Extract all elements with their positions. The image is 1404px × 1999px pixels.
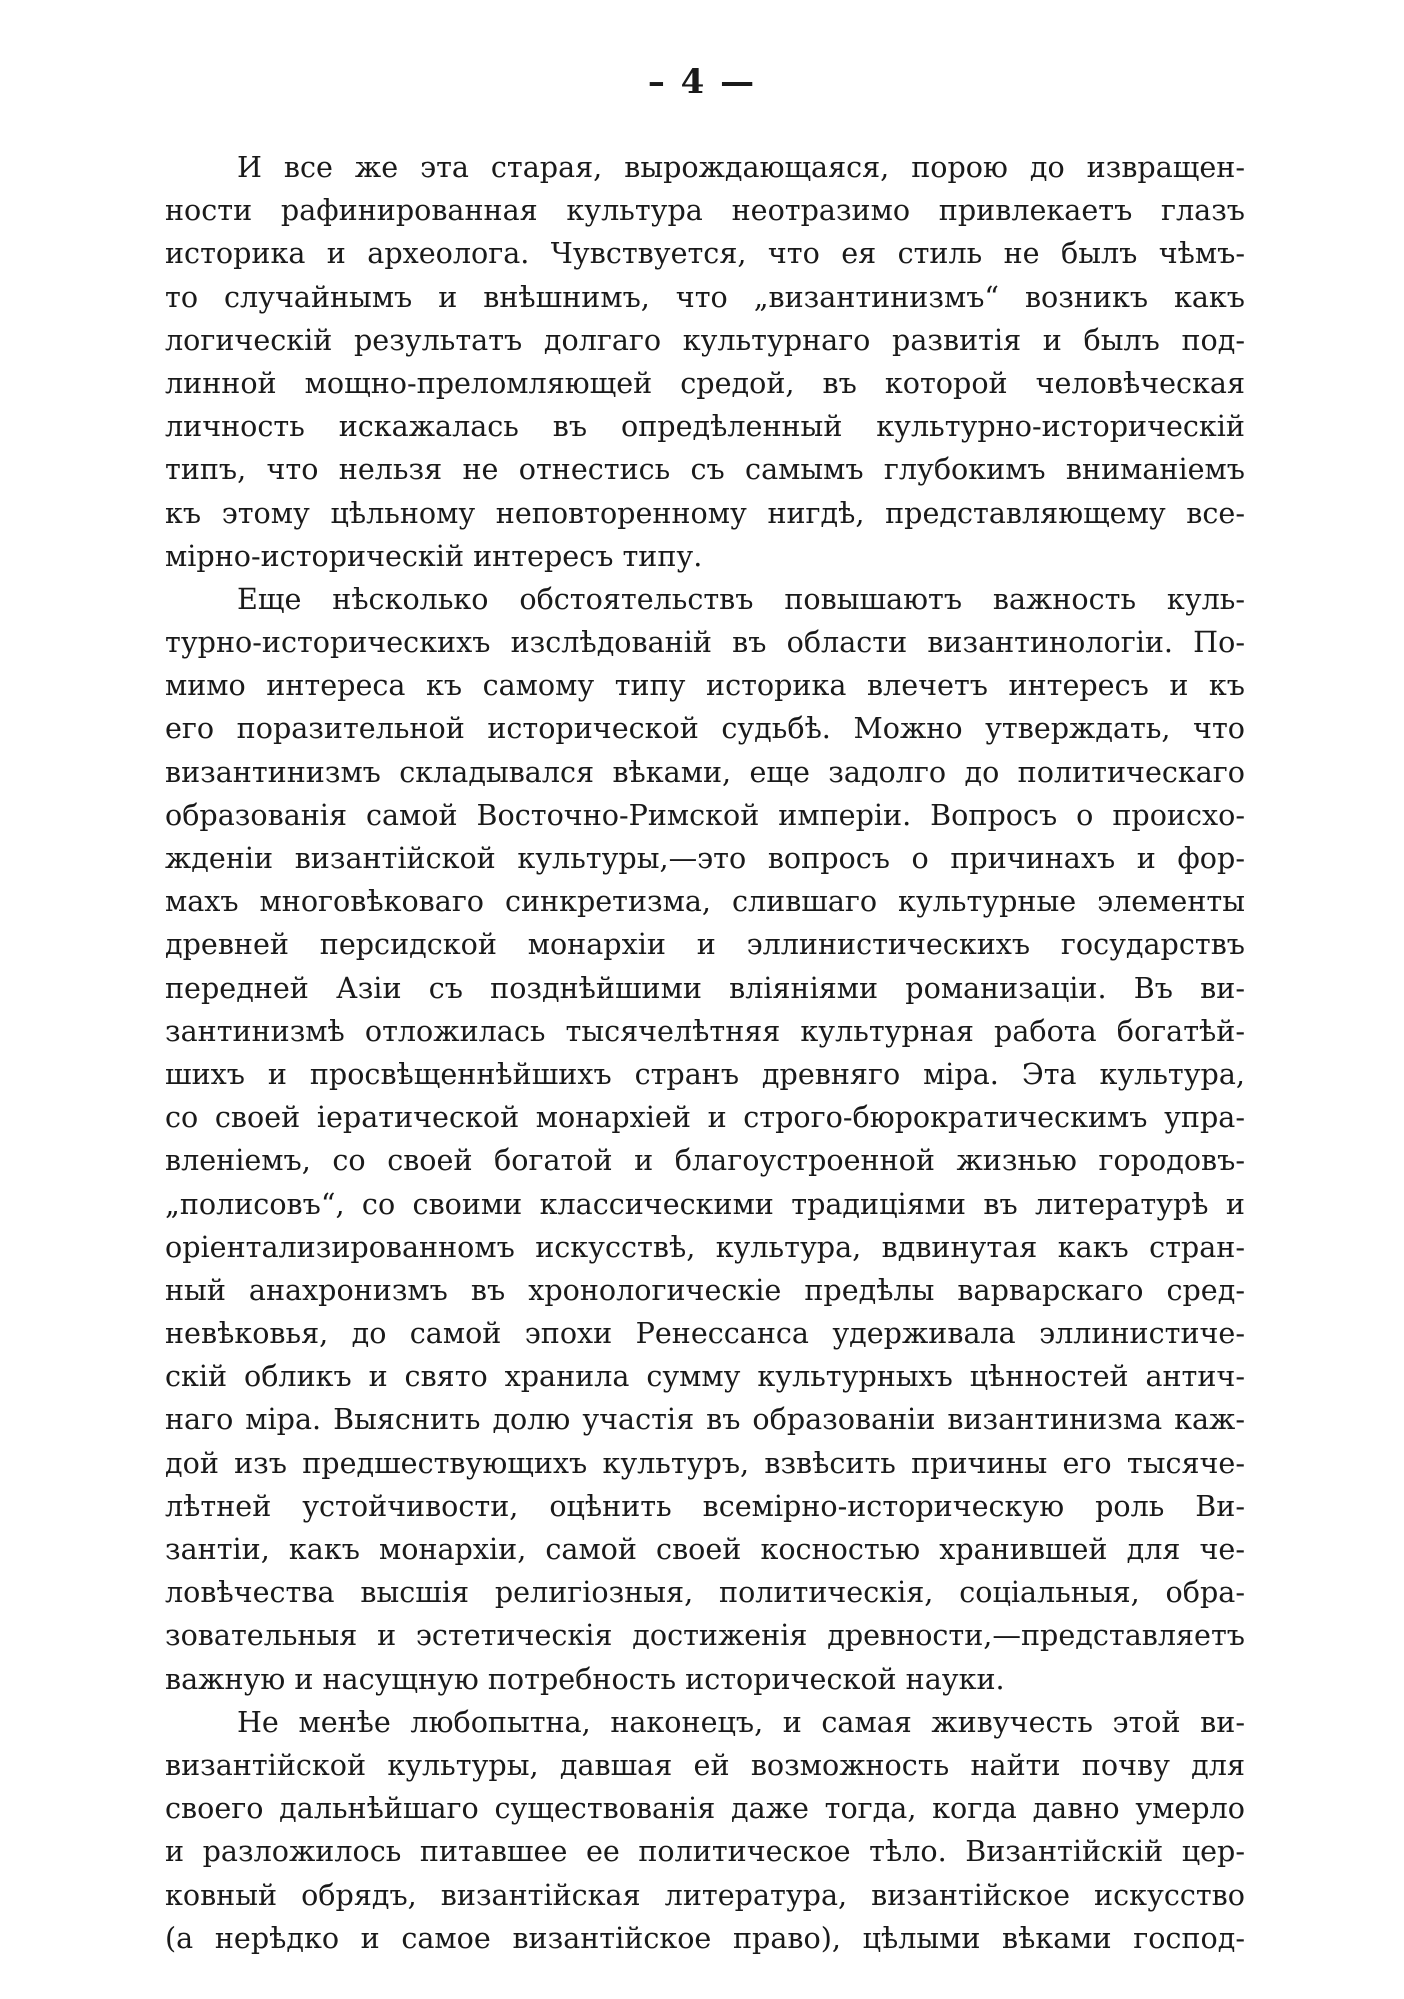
text-line: ности рафинированная культура неотразимо привлекаетъ глазъ xyxy=(165,193,1245,228)
text-line: личность искажалась въ опредѣленный культурно-историческій xyxy=(165,409,1245,444)
text-line: мірно-историческій интересъ типу. xyxy=(165,538,703,573)
text-line: линной мощно-преломляющей средой, въ которой человѣческая xyxy=(165,365,1245,400)
text-line: зовательныя и эстетическія достиженія древности,—представляетъ xyxy=(165,1618,1245,1653)
text-line: Не менѣе любопытна, наконецъ, и самая живучесть этой ви- xyxy=(237,1704,1245,1739)
paragraph-3 xyxy=(165,1701,1245,1960)
text-line: Еще нѣсколько обстоятельствъ повышаютъ важность куль- xyxy=(237,581,1245,616)
text-line: древней персидской монархіи и эллинистическихъ государствъ xyxy=(165,927,1245,962)
text-line: скій обликъ и свято хранила сумму культурныхъ цѣнностей антич- xyxy=(165,1359,1245,1394)
text-line: (а нерѣдко и самое византійское право), цѣлыми вѣками господ- xyxy=(165,1920,1245,1955)
text-line: И все же эта старая, вырождающаяся, порою до извращен- xyxy=(237,150,1245,184)
text-line: шихъ и просвѣщеннѣйшихъ странъ древняго міра. Эта культура, xyxy=(165,1056,1245,1091)
text-line: важную и насущную потребность исторической науки. xyxy=(165,1661,1005,1696)
text-line: его поразительной исторической судьбѣ. Можно утверждать, что xyxy=(165,711,1245,746)
page-number: – 4 — xyxy=(647,62,757,102)
text-line: лѣтней устойчивости, оцѣнить всемірно-историческую роль Ви- xyxy=(165,1488,1245,1523)
paragraph-1 xyxy=(165,146,1245,578)
text-line: мимо интереса къ самому типу историка влечетъ интересъ и къ xyxy=(165,668,1245,703)
text-line: турно-историческихъ изслѣдованій въ области византинологіи. По- xyxy=(165,625,1245,660)
text-line: то случайнымъ и внѣшнимъ, что „византинизмъ“ возникъ какъ xyxy=(165,279,1245,314)
text-line: ловѣчества высшія религіозныя, политическія, соціальныя, обра- xyxy=(165,1575,1245,1610)
text-line: вленіемъ, со своей богатой и благоустроенной жизнью городовъ- xyxy=(165,1143,1245,1178)
text-line: историка и археолога. Чувствуется, что ея стиль не былъ чѣмъ- xyxy=(165,236,1245,271)
text-line: типъ, что нельзя не отнестись съ самымъ глубокимъ вниманіемъ xyxy=(165,452,1245,487)
text-line: жденіи византійской культуры,—это вопросъ о причинахъ и фор- xyxy=(165,841,1245,875)
text-line: и разложилось питавшее ее политическое тѣло. Византійскій цер- xyxy=(165,1834,1245,1869)
text-line: махъ многовѣковаго синкретизма, слившаго культурные элементы xyxy=(165,884,1245,919)
text-line: ковный обрядъ, византійская литература, византійское искусство xyxy=(165,1877,1245,1912)
text-line: невѣковья, до самой эпохи Ренессанса удерживала эллинистиче- xyxy=(165,1316,1245,1351)
text-line: наго міра. Выяснить долю участія въ образованіи византинизма каж- xyxy=(165,1402,1245,1437)
text-line: къ этому цѣльному неповторенному нигдѣ, представляющему все- xyxy=(165,495,1245,530)
text-line: ный анахронизмъ въ хронологическіе предѣлы варварскаго сред- xyxy=(165,1272,1245,1307)
text-line: византинизмъ складывался вѣками, еще задолго до политическаго xyxy=(165,754,1245,789)
body-text xyxy=(165,146,1245,1960)
text-line: образованія самой Восточно-Римской имперіи. Вопросъ о происхо- xyxy=(165,797,1245,832)
text-line: византійской культуры, давшая ей возможность найти почву для xyxy=(165,1747,1245,1782)
text-line: своего дальнѣйшаго существованія даже тогда, когда давно умерло xyxy=(165,1791,1245,1826)
text-line: зантіи, какъ монархіи, самой своей косностью хранившей для че- xyxy=(165,1532,1245,1566)
text-line: оріентализированномъ искусствѣ, культура, вдвинутая какъ стран- xyxy=(165,1229,1245,1264)
text-line: со своей іератической монархіей и строго-бюрократическимъ упра- xyxy=(165,1100,1245,1135)
text-line: передней Азіи съ позднѣйшими вліяніями романизаціи. Въ ви- xyxy=(165,970,1245,1005)
text-line: „полисовъ“, со своими классическими традиціями въ литературѣ и xyxy=(165,1186,1245,1221)
text-line: дой изъ предшествующихъ культуръ, взвѣсить причины его тысяче- xyxy=(165,1445,1245,1480)
paragraph-2 xyxy=(165,578,1245,1701)
text-line: логическій результатъ долгаго культурнаго развитія и былъ под- xyxy=(165,322,1245,357)
text-line: зантинизмѣ отложилась тысячелѣтняя культурная работа богатѣй- xyxy=(165,1013,1245,1048)
